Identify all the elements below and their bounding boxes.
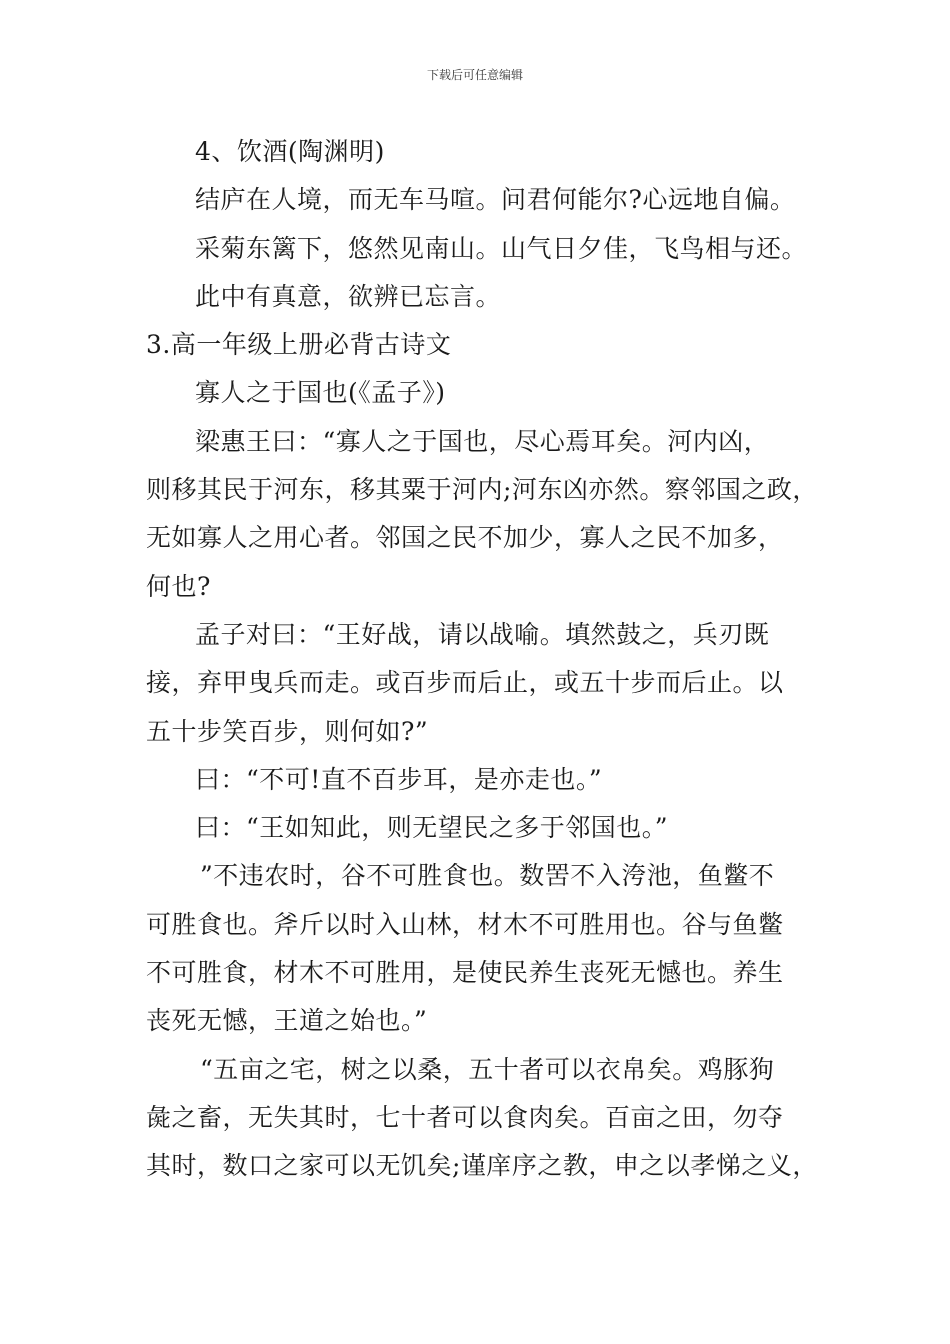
poem-line: 采菊东篱下，悠然见南山。山气日夕佳，飞鸟相与还。 (195, 233, 808, 263)
page-header: 下载后可任意编辑 (426, 68, 523, 82)
text-title: 寡人之于国也(《孟子》) (195, 378, 446, 408)
paragraph-line: 孟子对曰：“王好战，请以战喻。填然鼓之，兵刃既 (195, 619, 770, 649)
paragraph-line: 则移其民于河东，移其粟于河内;河东凶亦然。察邻国之政， (146, 475, 818, 505)
paragraph-line: 接，弃甲曳兵而走。或百步而后止，或五十步而后止。以 (146, 668, 784, 698)
paragraph-line: 曰：“不可!直不百步耳，是亦走也。” (195, 764, 603, 794)
poem-title: 4、饮酒(陶渊明) (195, 137, 385, 166)
paragraph-line: “五亩之宅，树之以桑，五十者可以衣帛矣。鸡豚狗 (200, 1054, 775, 1084)
paragraph-line: 丧死无憾，王道之始也。” (146, 1006, 428, 1036)
paragraph-line: 彘之畜，无失其时，七十者可以食肉矣。百亩之田，勿夺 (146, 1102, 784, 1132)
paragraph-line: 可胜食也。斧斤以时入山林，材木不可胜用也。谷与鱼鳖 (146, 909, 784, 939)
document-body (146, 128, 826, 1191)
paragraph-line: 无如寡人之用心者。邻国之民不加少，寡人之民不加多， (146, 523, 784, 553)
paragraph-line: 五十步笑百步，则何如?” (146, 716, 429, 746)
paragraph-line: ”不违农时，谷不可胜食也。数罟不入洿池，鱼鳖不 (200, 861, 775, 891)
paragraph-line: 梁惠王曰：“寡人之于国也，尽心焉耳矣。河内凶， (195, 426, 770, 456)
paragraph-line: 曰：“王如知此，则无望民之多于邻国也。” (195, 813, 669, 843)
paragraph-line: 其时，数口之家可以无饥矣;谨庠序之教，申之以孝悌之义， (146, 1151, 818, 1181)
poem-line: 此中有真意，欲辨已忘言。 (195, 281, 502, 311)
poem-line: 结庐在人境，而无车马喧。问君何能尔?心远地自偏。 (195, 185, 796, 215)
paragraph-line: 何也? (146, 571, 211, 601)
paragraph-line: 不可胜食，材木不可胜用，是使民养生丧死无憾也。养生 (146, 958, 784, 988)
section-heading: 3.高一年级上册必背古诗文 (146, 330, 452, 360)
